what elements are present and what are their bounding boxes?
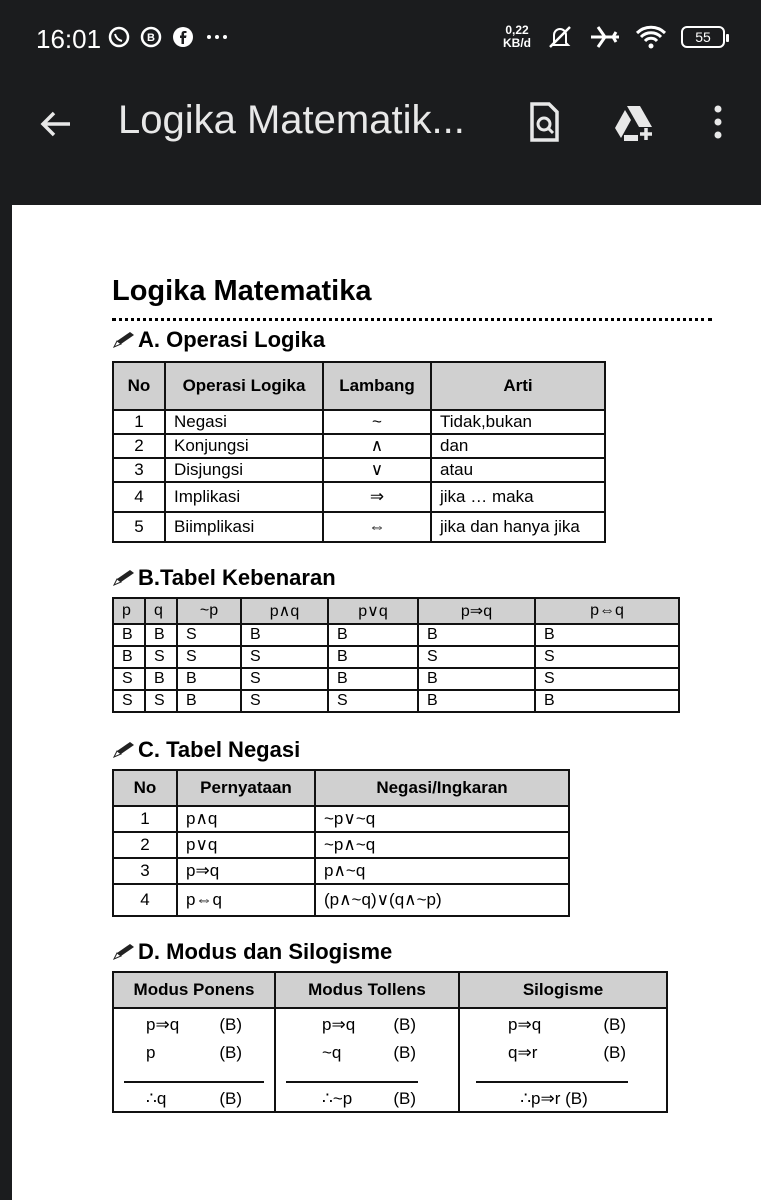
table-header: No xyxy=(113,362,165,410)
table-cell: p∧q xyxy=(177,806,315,832)
section-b-title: B.Tabel Kebenaran xyxy=(138,565,336,590)
table-row xyxy=(113,434,605,458)
app-bar xyxy=(0,80,761,205)
table-cell: Tidak,bukan xyxy=(431,410,605,434)
airplane-icon xyxy=(589,22,621,52)
section-a-title: A. Operasi Logika xyxy=(138,327,326,352)
premise-value: (B) xyxy=(603,1043,626,1062)
table-cell: jika dan hanya jika xyxy=(431,512,605,542)
conclusion: ∴q xyxy=(146,1089,167,1108)
table-cell: 3 xyxy=(113,458,165,482)
tabel-negasi-table xyxy=(112,769,570,917)
facebook-icon xyxy=(172,26,194,48)
table-cell: B xyxy=(113,624,145,646)
table-header: p⇔q xyxy=(535,598,679,624)
table-header: p∧q xyxy=(241,598,328,624)
table-header: Operasi Logika xyxy=(165,362,323,410)
tabel-kebenaran-table xyxy=(112,597,680,713)
table-cell: 2 xyxy=(113,832,177,858)
table-row xyxy=(113,806,569,832)
more-options-icon[interactable] xyxy=(696,100,740,144)
table-cell: S xyxy=(328,690,418,712)
table-cell: jika … maka xyxy=(431,482,605,512)
conclusion-value: (B) xyxy=(219,1089,242,1108)
table-cell: p∧~q xyxy=(315,858,569,884)
table-cell: ∧ xyxy=(323,434,431,458)
table-cell: 1 xyxy=(113,806,177,832)
data-rate-unit: KB/d xyxy=(503,36,531,50)
table-cell: 2 xyxy=(113,434,165,458)
conclusion-value: (B) xyxy=(393,1089,416,1108)
wifi-icon xyxy=(635,23,667,51)
add-to-drive-icon[interactable] xyxy=(612,100,656,144)
table-cell: B xyxy=(328,646,418,668)
search-document-icon[interactable] xyxy=(522,100,566,144)
table-cell: 5 xyxy=(113,512,165,542)
table-cell: B xyxy=(113,646,145,668)
conclusion: ∴p⇒r (B) xyxy=(520,1089,588,1108)
table-cell: B xyxy=(145,624,177,646)
table-row xyxy=(113,690,679,712)
table-header: Silogisme xyxy=(459,972,667,1008)
table-row xyxy=(113,832,569,858)
status-bar xyxy=(0,0,761,80)
table-header: q xyxy=(145,598,177,624)
system-icons xyxy=(503,22,725,52)
business-icon xyxy=(140,26,162,48)
table-cell: B xyxy=(328,668,418,690)
table-cell: B xyxy=(177,668,241,690)
table-cell: p⇔q xyxy=(177,884,315,916)
premise-value: (B) xyxy=(219,1015,242,1034)
table-cell: B xyxy=(328,624,418,646)
modus-tollens-cell xyxy=(275,1008,459,1112)
section-b-heading xyxy=(112,565,732,591)
mute-icon xyxy=(545,22,575,52)
section-c-heading xyxy=(112,737,732,763)
table-cell: S xyxy=(241,690,328,712)
more-notifications-icon xyxy=(204,26,230,48)
table-cell: ∨ xyxy=(323,458,431,482)
section-d-title: D. Modus dan Silogisme xyxy=(138,939,393,964)
table-cell: Biimplikasi xyxy=(165,512,323,542)
table-header: Negasi/Ingkaran xyxy=(315,770,569,806)
table-cell: B xyxy=(241,624,328,646)
premise: p xyxy=(146,1043,156,1062)
back-arrow-icon[interactable] xyxy=(34,102,78,146)
table-cell: B xyxy=(535,690,679,712)
table-header: p⇒q xyxy=(418,598,535,624)
table-cell: Negasi xyxy=(165,410,323,434)
dotted-divider xyxy=(112,318,712,321)
table-cell: B xyxy=(418,690,535,712)
table-cell: ~p∨~q xyxy=(315,806,569,832)
table-cell: (p∧~q)∨(q∧~p) xyxy=(315,884,569,916)
premise-value: (B) xyxy=(393,1043,416,1062)
table-cell: S xyxy=(418,646,535,668)
svg-text:B: B xyxy=(147,32,155,44)
table-header: Arti xyxy=(431,362,605,410)
table-cell: dan xyxy=(431,434,605,458)
document-page[interactable] xyxy=(12,205,761,1200)
pencil-icon xyxy=(112,943,136,961)
table-cell: Implikasi xyxy=(165,482,323,512)
table-cell: atau xyxy=(431,458,605,482)
whatsapp-icon xyxy=(108,26,130,48)
section-d-heading xyxy=(112,939,732,965)
table-header: p∨q xyxy=(328,598,418,624)
table-cell: B xyxy=(418,624,535,646)
table-row xyxy=(113,512,605,542)
table-row xyxy=(113,646,679,668)
table-cell: 3 xyxy=(113,858,177,884)
table-cell: S xyxy=(535,646,679,668)
table-row xyxy=(113,668,679,690)
pencil-icon xyxy=(112,569,136,587)
table-header: No xyxy=(113,770,177,806)
table-row xyxy=(113,458,605,482)
section-a-heading xyxy=(112,327,732,353)
modus-silogisme-table xyxy=(112,971,668,1113)
status-time: 16:01 xyxy=(36,24,102,54)
table-cell: S xyxy=(241,668,328,690)
premise: ~q xyxy=(322,1043,342,1062)
table-cell: S xyxy=(241,646,328,668)
table-row xyxy=(113,1008,667,1112)
table-cell: S xyxy=(535,668,679,690)
table-cell: Konjungsi xyxy=(165,434,323,458)
section-c-title: C. Tabel Negasi xyxy=(138,737,301,762)
premise-value: (B) xyxy=(219,1043,242,1062)
conclusion-line xyxy=(124,1081,264,1083)
table-cell: Disjungsi xyxy=(165,458,323,482)
table-cell: ⇒ xyxy=(323,482,431,512)
data-rate-value: 0,22 xyxy=(505,23,529,37)
table-cell: 4 xyxy=(113,482,165,512)
table-cell: S xyxy=(177,646,241,668)
premise: p⇒q xyxy=(146,1015,180,1034)
table-cell: 1 xyxy=(113,410,165,434)
document-title: Logika Matematika xyxy=(112,275,372,307)
table-header: Lambang xyxy=(323,362,431,410)
data-rate xyxy=(503,24,531,50)
app-title: Logika Matematik... xyxy=(118,98,465,142)
modus-ponens-cell xyxy=(113,1008,275,1112)
table-cell: ~ xyxy=(323,410,431,434)
premise: p⇒q xyxy=(508,1015,542,1034)
table-row xyxy=(113,482,605,512)
table-cell: p∨q xyxy=(177,832,315,858)
pencil-icon xyxy=(112,331,136,349)
notification-icons xyxy=(108,26,230,48)
table-cell: S xyxy=(113,690,145,712)
table-cell: B xyxy=(418,668,535,690)
table-cell: S xyxy=(113,668,145,690)
table-header: Pernyataan xyxy=(177,770,315,806)
operasi-logika-table xyxy=(112,361,606,543)
table-header: Modus Tollens xyxy=(275,972,459,1008)
document-content xyxy=(112,275,732,1113)
table-header: p xyxy=(113,598,145,624)
premise: p⇒q xyxy=(322,1015,356,1034)
premise-value: (B) xyxy=(603,1015,626,1034)
table-cell: ⇔ xyxy=(323,512,431,542)
conclusion-line xyxy=(286,1081,418,1083)
table-row xyxy=(113,858,569,884)
table-cell: B xyxy=(177,690,241,712)
table-header: ~p xyxy=(177,598,241,624)
table-cell: p⇒q xyxy=(177,858,315,884)
table-cell: S xyxy=(145,646,177,668)
table-cell: B xyxy=(535,624,679,646)
table-row xyxy=(113,624,679,646)
conclusion: ∴~p xyxy=(322,1089,353,1108)
table-cell: B xyxy=(145,668,177,690)
table-header: Modus Ponens xyxy=(113,972,275,1008)
table-cell: S xyxy=(145,690,177,712)
pencil-icon xyxy=(112,741,136,759)
premise: q⇒r xyxy=(508,1043,538,1062)
table-row xyxy=(113,884,569,916)
silogisme-cell xyxy=(459,1008,667,1112)
table-cell: S xyxy=(177,624,241,646)
table-row xyxy=(113,410,605,434)
table-cell: 4 xyxy=(113,884,177,916)
conclusion-line xyxy=(476,1081,628,1083)
premise-value: (B) xyxy=(393,1015,416,1034)
battery-indicator: 55 xyxy=(681,26,725,48)
table-cell: ~p∧~q xyxy=(315,832,569,858)
